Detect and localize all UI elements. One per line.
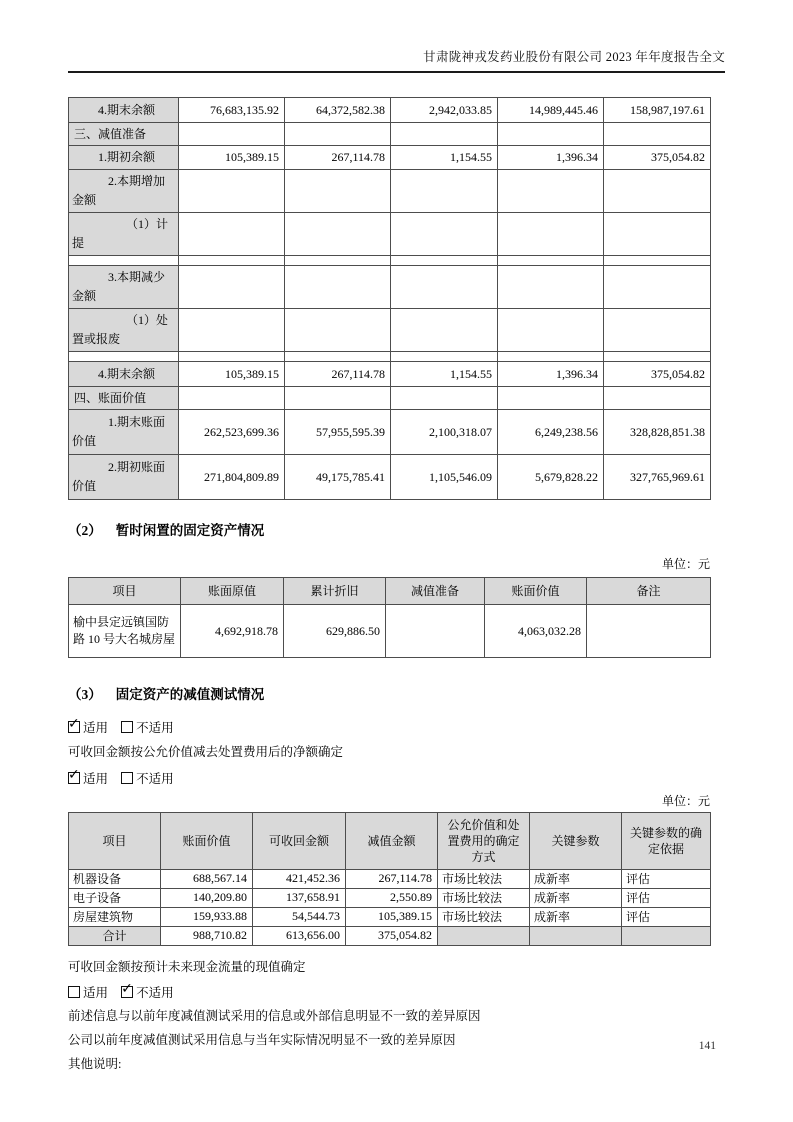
value-cell (604, 170, 711, 213)
row-label: （1）处置或报废 (69, 309, 179, 352)
checkbox-unchecked-icon (121, 721, 133, 733)
value-cell: 988,710.82 (161, 926, 253, 945)
value-cell (179, 123, 285, 146)
column-header: 账面价值 (161, 812, 253, 869)
value-cell: 14,989,445.46 (498, 98, 604, 123)
table-header-row (69, 578, 711, 605)
column-header: 减值准备 (386, 578, 485, 605)
value-cell: 328,828,851.38 (604, 410, 711, 455)
value-cell: 成新率 (530, 888, 622, 907)
section-number: （3） (68, 687, 102, 702)
table-row (69, 888, 711, 907)
value-cell: 688,567.14 (161, 869, 253, 888)
value-cell (604, 387, 711, 410)
row-label (69, 256, 179, 266)
value-cell: 4,692,918.78 (181, 605, 284, 658)
value-cell: 6,249,238.56 (498, 410, 604, 455)
row-label: （1）计提 (69, 213, 179, 256)
table-row (69, 869, 711, 888)
table-row (69, 266, 711, 309)
value-cell (391, 352, 498, 362)
value-cell: 1,105,546.09 (391, 455, 498, 500)
value-cell (285, 213, 391, 256)
value-cell (391, 213, 498, 256)
applicability-option (68, 986, 108, 1000)
row-label: 机器设备 (69, 869, 161, 888)
value-cell: 评估 (622, 869, 711, 888)
applicability-option-label: 不适用 (136, 985, 174, 1000)
applicability-line-detail (68, 769, 725, 787)
row-label: 三、减值准备 (69, 123, 179, 146)
table-row (69, 605, 711, 658)
idle-assets-table (68, 577, 711, 658)
value-cell: 629,886.50 (284, 605, 386, 658)
applicability-option-label: 适用 (83, 771, 109, 786)
value-cell (285, 266, 391, 309)
section-number: （2） (68, 523, 102, 538)
value-cell: 158,987,197.61 (604, 98, 711, 123)
value-cell: 成新率 (530, 869, 622, 888)
value-cell: 54,544.73 (253, 907, 346, 926)
value-cell: 市场比较法 (438, 869, 530, 888)
value-cell: 267,114.78 (346, 869, 438, 888)
unit-label: 单位：元 (661, 557, 710, 571)
value-cell (179, 256, 285, 266)
value-cell (604, 352, 711, 362)
table-row (69, 123, 711, 146)
value-cell: 4,063,032.28 (485, 605, 587, 658)
value-cell (498, 123, 604, 146)
value-cell (285, 387, 391, 410)
row-label: 1.期末账面价值 (69, 410, 179, 455)
value-cell: 市场比较法 (438, 888, 530, 907)
row-label (69, 352, 179, 362)
applicability-option (68, 721, 108, 735)
row-label: 四、账面价值 (69, 387, 179, 410)
actual-diff-text: 公司以前年度减值测试采用信息与当年实际情况明显不一致的差异原因 (68, 1032, 456, 1047)
column-header: 账面价值 (485, 578, 587, 605)
value-cell: 375,054.82 (604, 146, 711, 170)
value-cell (391, 123, 498, 146)
applicability-line-fair-value (68, 718, 725, 736)
value-cell (391, 309, 498, 352)
value-cell (179, 387, 285, 410)
page-number: 141 (698, 1040, 716, 1052)
row-label: 榆中县定远镇国防路 10 号大名城房屋 (69, 605, 181, 658)
table-row (69, 410, 711, 455)
column-header: 减值金额 (346, 812, 438, 869)
value-cell: 375,054.82 (604, 362, 711, 387)
value-cell (179, 309, 285, 352)
value-cell: 5,679,828.22 (498, 455, 604, 500)
value-cell: 140,209.80 (161, 888, 253, 907)
other-note-label: 其他说明: (68, 1056, 122, 1071)
value-cell (391, 266, 498, 309)
value-cell (604, 309, 711, 352)
value-cell: 262,523,699.36 (179, 410, 285, 455)
present-value-method-text: 可收回金额按预计未来现金流量的现值确定 (68, 959, 306, 974)
prior-info-diff-text: 前述信息与以前年度减值测试采用的信息或外部信息明显不一致的差异原因 (68, 1008, 481, 1023)
row-label: 4.期末余额 (69, 98, 179, 123)
applicability-option-label: 不适用 (136, 771, 174, 786)
value-cell (285, 309, 391, 352)
section-title: 暂时闲置的固定资产情况 (115, 523, 265, 538)
value-cell: 49,175,785.41 (285, 455, 391, 500)
table-row (69, 362, 711, 387)
value-cell (386, 605, 485, 658)
value-cell (498, 170, 604, 213)
table-row (69, 309, 711, 352)
header-rule (68, 71, 725, 73)
value-cell: 1,396.34 (498, 146, 604, 170)
value-cell (498, 352, 604, 362)
value-cell: 2,550.89 (346, 888, 438, 907)
value-cell: 159,933.88 (161, 907, 253, 926)
value-cell (530, 926, 622, 945)
value-cell (587, 605, 711, 658)
checkbox-checked-icon (68, 772, 80, 784)
table-row (69, 146, 711, 170)
value-cell: 评估 (622, 907, 711, 926)
table-row (69, 455, 711, 500)
section-title: 固定资产的减值测试情况 (115, 687, 265, 702)
value-cell: 市场比较法 (438, 907, 530, 926)
column-header: 备注 (587, 578, 711, 605)
applicability-option-label: 不适用 (136, 721, 174, 735)
value-cell (179, 170, 285, 213)
value-cell (285, 123, 391, 146)
value-cell: 1,154.55 (391, 362, 498, 387)
value-cell: 421,452.36 (253, 869, 346, 888)
column-header: 关键参数 (530, 812, 622, 869)
table-row (69, 387, 711, 410)
value-cell (498, 387, 604, 410)
applicability-option (121, 986, 174, 1000)
value-cell (498, 213, 604, 256)
table-row (69, 170, 711, 213)
spacer-row (69, 256, 711, 266)
value-cell: 64,372,582.38 (285, 98, 391, 123)
checkbox-checked-icon (68, 721, 80, 733)
column-header: 可收回金额 (253, 812, 346, 869)
value-cell: 613,656.00 (253, 926, 346, 945)
value-cell: 57,955,595.39 (285, 410, 391, 455)
section-heading-impairment-test (68, 683, 725, 703)
value-cell (285, 352, 391, 362)
value-cell: 271,804,809.89 (179, 455, 285, 500)
value-cell (498, 309, 604, 352)
applicability-option-label: 适用 (83, 985, 109, 1000)
value-cell: 267,114.78 (285, 362, 391, 387)
value-cell (604, 123, 711, 146)
value-cell: 76,683,135.92 (179, 98, 285, 123)
column-header: 关键参数的确定依据 (622, 812, 711, 869)
applicability-option-label: 适用 (83, 721, 109, 735)
value-cell (391, 170, 498, 213)
value-cell: 105,389.15 (179, 362, 285, 387)
unit-label: 单位：元 (661, 793, 710, 808)
value-cell (438, 926, 530, 945)
report-header-title: 甘肃陇神戎发药业股份有限公司 2023 年年度报告全文 (423, 50, 725, 64)
value-cell: 267,114.78 (285, 146, 391, 170)
section-heading-idle-assets (68, 519, 725, 539)
value-cell (391, 387, 498, 410)
column-header: 账面原值 (181, 578, 284, 605)
table-row (69, 98, 711, 123)
value-cell: 137,658.91 (253, 888, 346, 907)
column-header: 公允价值和处置费用的确定方式 (438, 812, 530, 869)
applicability-line-present-value (68, 983, 725, 1001)
value-cell (285, 170, 391, 213)
row-label: 合计 (69, 926, 161, 945)
fixed-assets-table (68, 97, 711, 500)
applicability-option (121, 772, 174, 786)
value-cell (498, 266, 604, 309)
table-row (69, 907, 711, 926)
value-cell: 2,100,318.07 (391, 410, 498, 455)
checkbox-checked-icon (121, 986, 133, 998)
checkbox-unchecked-icon (68, 986, 80, 998)
value-cell (622, 926, 711, 945)
impairment-test-table (68, 812, 711, 946)
applicability-option (121, 721, 174, 735)
table-row (69, 213, 711, 256)
value-cell (391, 256, 498, 266)
column-header: 项目 (69, 578, 181, 605)
value-cell: 105,389.15 (179, 146, 285, 170)
value-cell: 1,396.34 (498, 362, 604, 387)
row-label: 3.本期减少金额 (69, 266, 179, 309)
fair-value-method-text: 可收回金额按公允价值减去处置费用后的净额确定 (68, 745, 344, 759)
value-cell (604, 256, 711, 266)
row-label: 电子设备 (69, 888, 161, 907)
value-cell: 327,765,969.61 (604, 455, 711, 500)
value-cell (604, 266, 711, 309)
table-total-row (69, 926, 711, 945)
row-label: 房屋建筑物 (69, 907, 161, 926)
page-content (68, 97, 725, 1072)
spacer-row (69, 352, 711, 362)
row-label: 1.期初余额 (69, 146, 179, 170)
value-cell: 2,942,033.85 (391, 98, 498, 123)
applicability-option (68, 772, 108, 786)
value-cell: 375,054.82 (346, 926, 438, 945)
value-cell (604, 213, 711, 256)
value-cell: 成新率 (530, 907, 622, 926)
value-cell (179, 352, 285, 362)
column-header: 项目 (69, 812, 161, 869)
checkbox-unchecked-icon (121, 772, 133, 784)
column-header: 累计折旧 (284, 578, 386, 605)
row-label: 2.期初账面价值 (69, 455, 179, 500)
value-cell (179, 213, 285, 256)
value-cell: 评估 (622, 888, 711, 907)
value-cell (498, 256, 604, 266)
value-cell: 105,389.15 (346, 907, 438, 926)
value-cell: 1,154.55 (391, 146, 498, 170)
row-label: 4.期末余额 (69, 362, 179, 387)
value-cell (285, 256, 391, 266)
value-cell (179, 266, 285, 309)
row-label: 2.本期增加金额 (69, 170, 179, 213)
table-header-row (69, 812, 711, 869)
